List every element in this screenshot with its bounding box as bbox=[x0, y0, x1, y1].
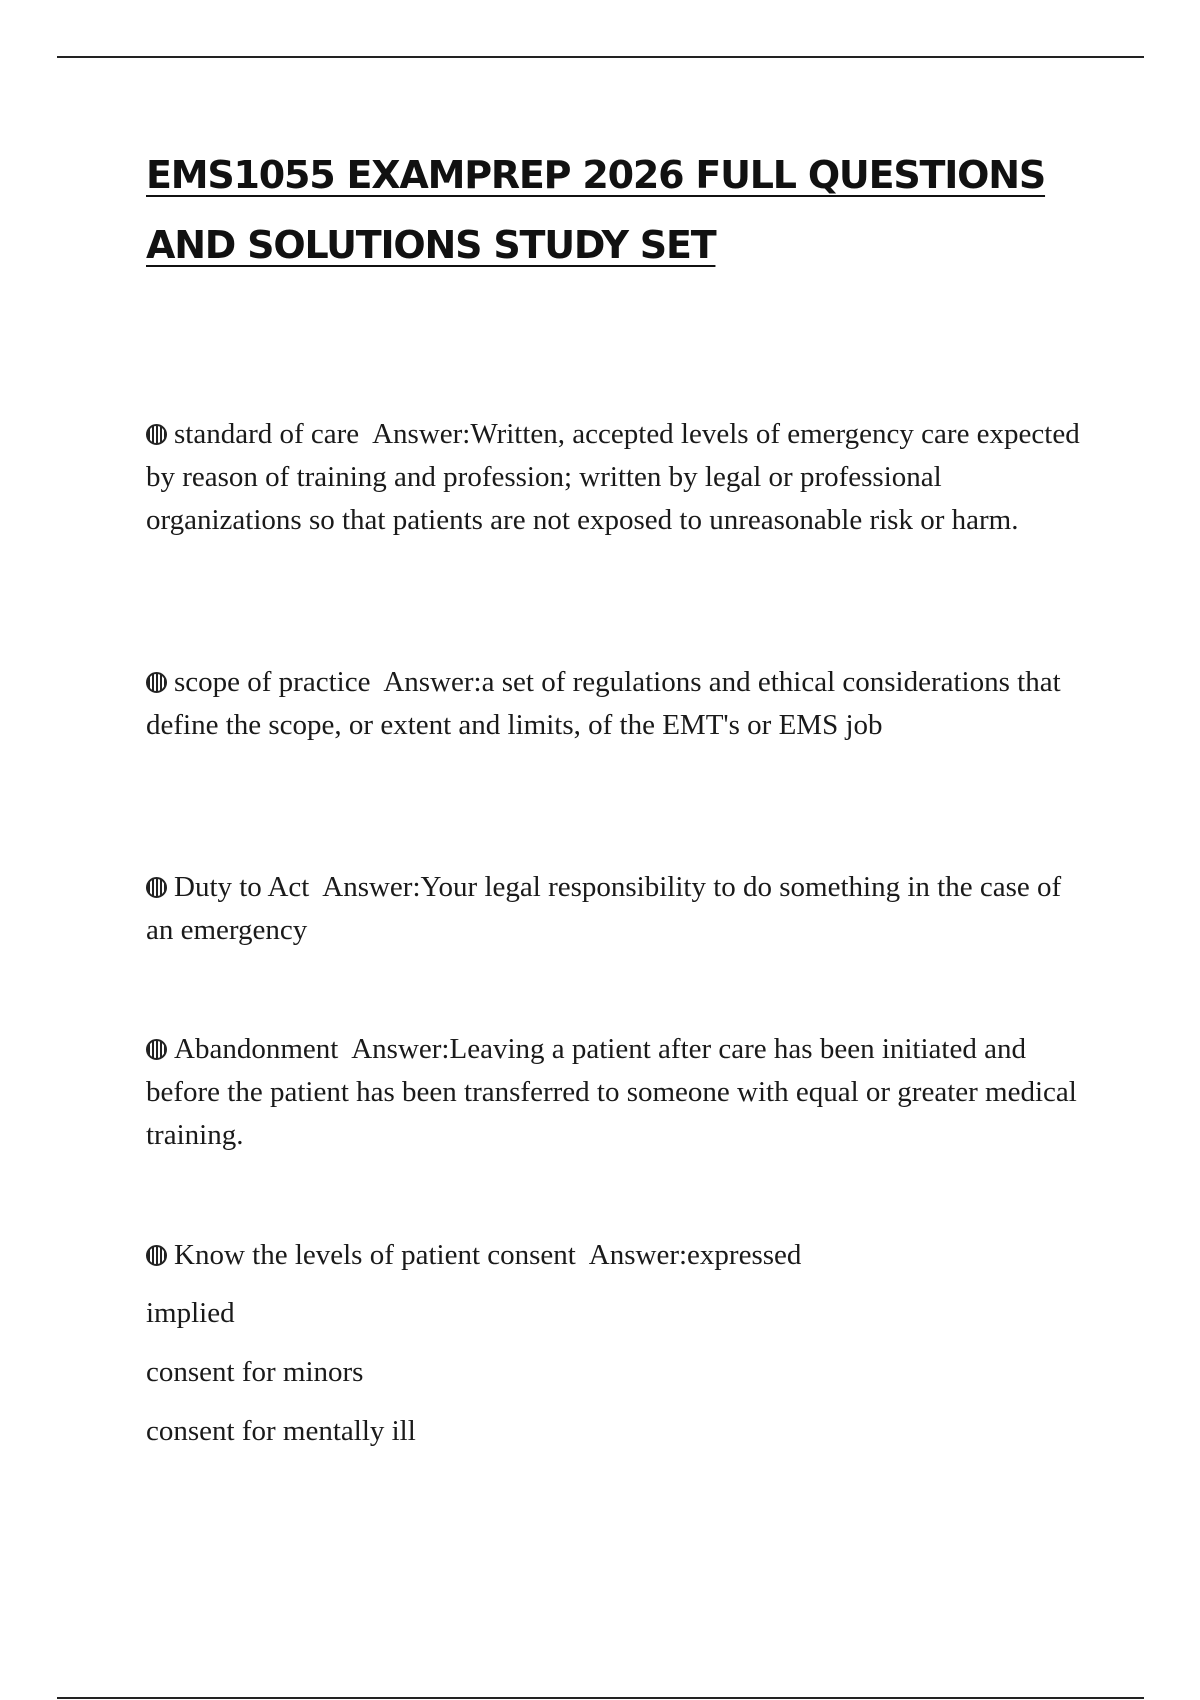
answer-label: Answer: bbox=[588, 1239, 688, 1271]
qa-item-duty-to-act bbox=[146, 866, 1086, 952]
document-title bbox=[146, 140, 1086, 280]
bullet-icon bbox=[146, 1245, 167, 1266]
answer-label: Answer: bbox=[383, 666, 482, 698]
answer-text: expressed bbox=[687, 1239, 802, 1271]
answer-label: Answer: bbox=[351, 1033, 450, 1065]
consent-level-mentally-ill: consent for mentally ill bbox=[146, 1415, 416, 1447]
answer-label: Answer: bbox=[372, 418, 471, 450]
qa-item-standard-of-care bbox=[146, 413, 1086, 542]
qa-item-abandonment bbox=[146, 1028, 1086, 1157]
question-term: scope of practice bbox=[174, 666, 371, 698]
question-term: Duty to Act bbox=[174, 871, 310, 903]
title-line-1: EMS1055 EXAMPREP 2026 FULL QUESTIONS bbox=[146, 153, 1046, 197]
answer-text: Leaving a patient after care has been initiated and before the patient has been transferred to someone with equal or greater medical training. bbox=[146, 1033, 1077, 1151]
answer-text: Your legal responsibility to do something in the case of an emergency bbox=[146, 871, 1062, 946]
bottom-rule bbox=[57, 1697, 1144, 1699]
answer-label: Answer: bbox=[322, 871, 421, 903]
question-term: Know the levels of patient consent bbox=[174, 1239, 576, 1271]
bullet-icon bbox=[146, 672, 167, 693]
answer-text: a set of regulations and ethical considerations that define the scope, or extent and limits, of the EMT's or EMS job bbox=[146, 666, 1061, 741]
consent-level-implied: implied bbox=[146, 1297, 235, 1329]
qa-item-patient-consent bbox=[146, 1234, 1086, 1277]
title-line-2: AND SOLUTIONS STUDY SET bbox=[146, 223, 716, 267]
question-term: standard of care bbox=[174, 418, 360, 450]
top-rule bbox=[57, 56, 1144, 58]
bullet-icon bbox=[146, 424, 167, 445]
answer-text: Written, accepted levels of emergency care expected by reason of training and profession; written by legal or professional organizations so that patients are not exposed to unreasonable risk or harm. bbox=[146, 418, 1080, 536]
question-term: Abandonment bbox=[174, 1033, 339, 1065]
bullet-icon bbox=[146, 1039, 167, 1060]
consent-level-minors: consent for minors bbox=[146, 1356, 364, 1388]
qa-item-scope-of-practice bbox=[146, 661, 1086, 747]
bullet-icon bbox=[146, 877, 167, 898]
